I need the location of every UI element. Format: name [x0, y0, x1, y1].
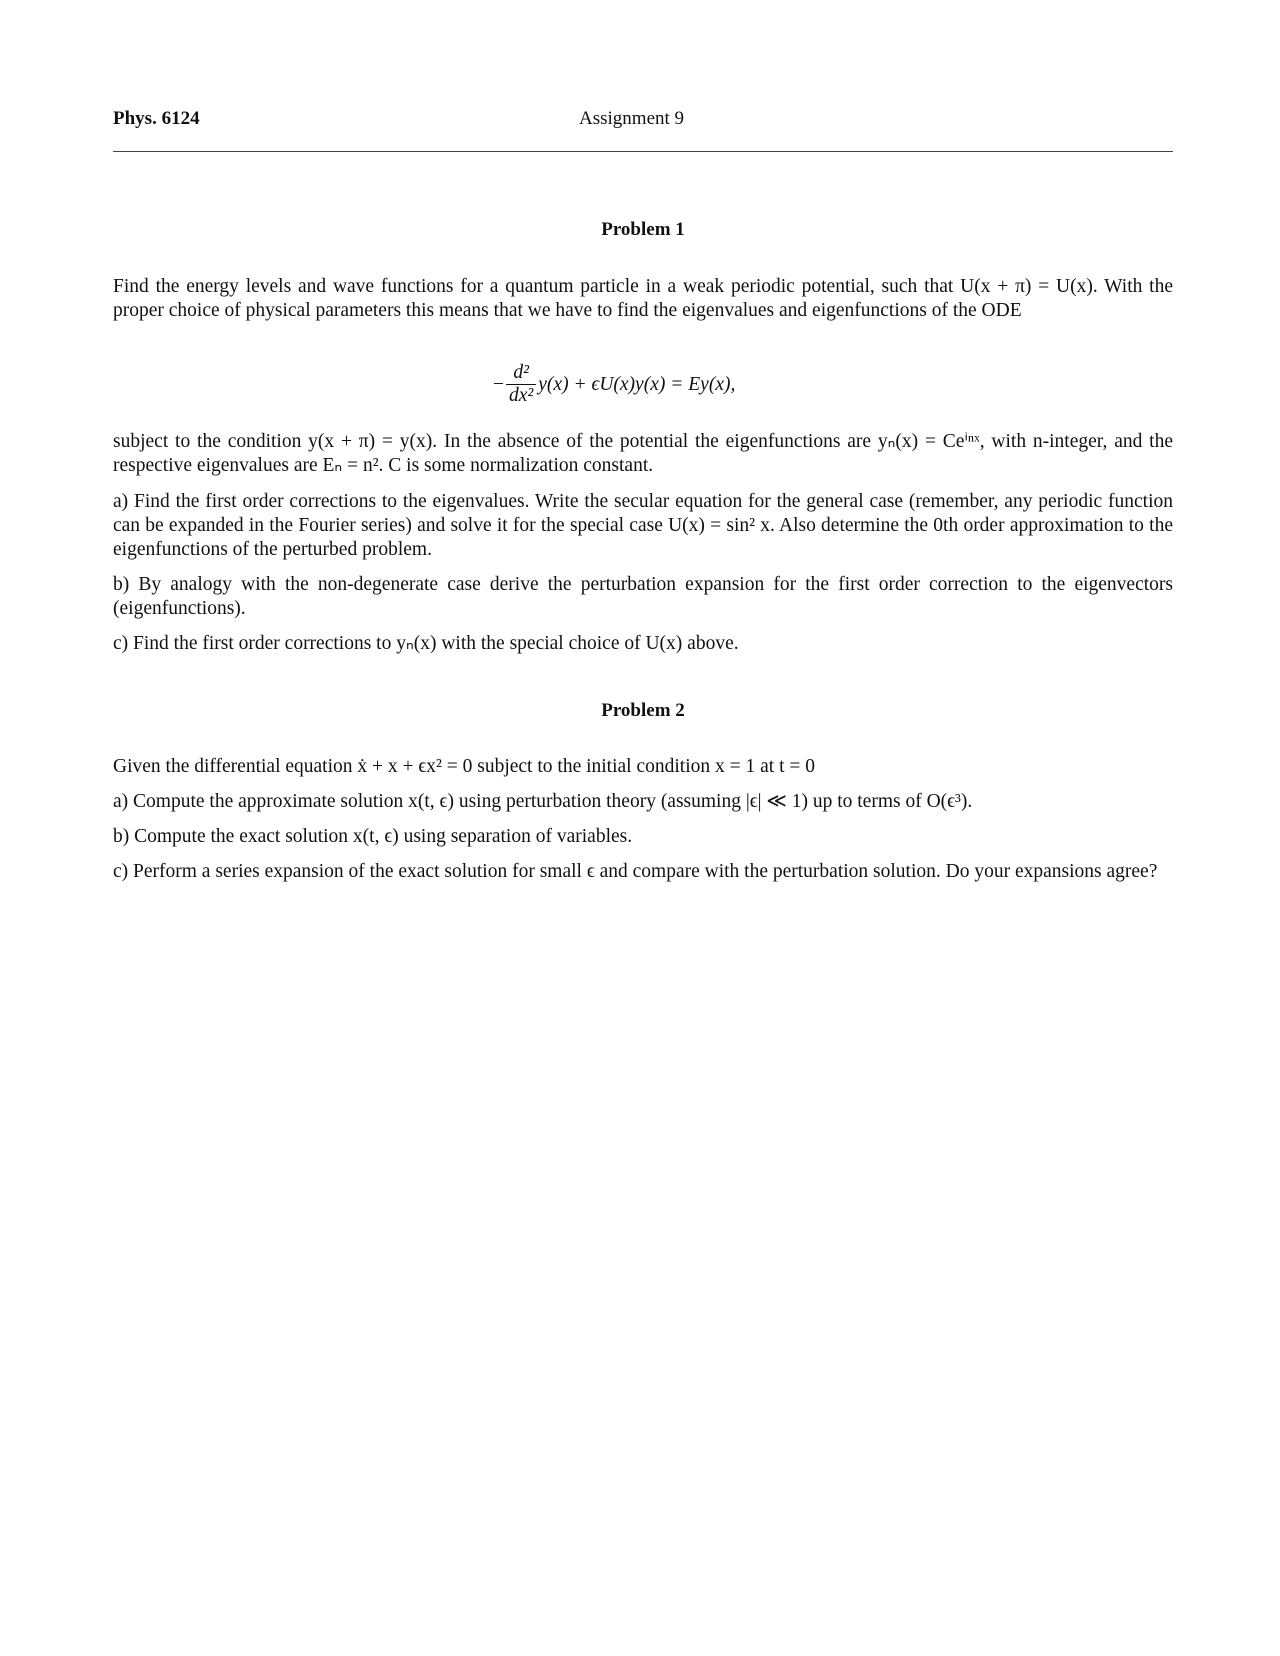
course-code: Phys. 6124 [113, 108, 200, 129]
problem-1-part-b: b) By analogy with the non-degenerate case derive the perturbation expansion for the first order correction to the eigenvectors (eigenfunctions). [113, 574, 1173, 619]
equation-minus: − [493, 373, 504, 395]
problem-2-intro: Given the differential equation ẋ + x + ϵx² = 0 subject to the initial condition x = 1 at t = 0 [113, 756, 815, 777]
problem-2-part-a: a) Compute the approximate solution x(t, ϵ) using perturbation theory (assuming |ϵ| ≪ 1) up to terms of O(ϵ³). [113, 791, 973, 812]
problem-2-part-b: b) Compute the exact solution x(t, ϵ) using separation of variables. [113, 826, 633, 847]
problem-1-part-c: c) Find the first order corrections to yₙ(x) with the special choice of U(x) above. [113, 633, 739, 654]
assignment-title: Assignment 9 [579, 108, 685, 129]
problem-1-part-a: a) Find the first order corrections to the eigenvalues. Write the secular equation for the general case (remember, any periodic function can be expanded in the Fourier series) and solve it for the special case U(x) = sin² x. Also determine the 0th order approximation to the eigenfunctions of the perturbed problem. [113, 491, 1173, 560]
problem-2-part-c: c) Perform a series expansion of the exact solution for small ϵ and compare with the perturbation solution. Do your expansions agree? [113, 861, 1158, 882]
page-header [113, 108, 1173, 138]
ode-equation [113, 362, 1173, 418]
problem-2-title: Problem 2 [601, 700, 685, 721]
problem-1-intro: Find the energy levels and wave functions for a quantum particle in a weak periodic potential, such that U(x + π) = U(x). With the proper choice of physical parameters this means that we have to find the eigenvalues and eigenfunctions of the ODE [113, 276, 1173, 321]
problem-1-title: Problem 1 [601, 219, 685, 240]
header-rule [113, 151, 1173, 152]
problem-1-condition: subject to the condition y(x + π) = y(x). In the absence of the potential the eigenfunctions are yₙ(x) = Ceⁱⁿˣ, with n-integer, and the respective eigenvalues are Eₙ = n². C is some normalization constant. [113, 431, 1173, 476]
equation-fraction [506, 362, 536, 407]
equation-denominator: dx² [509, 385, 534, 406]
equation-numerator: d² [506, 362, 536, 385]
equation-rest: y(x) + ϵU(x)y(x) = Ey(x), [538, 373, 736, 395]
